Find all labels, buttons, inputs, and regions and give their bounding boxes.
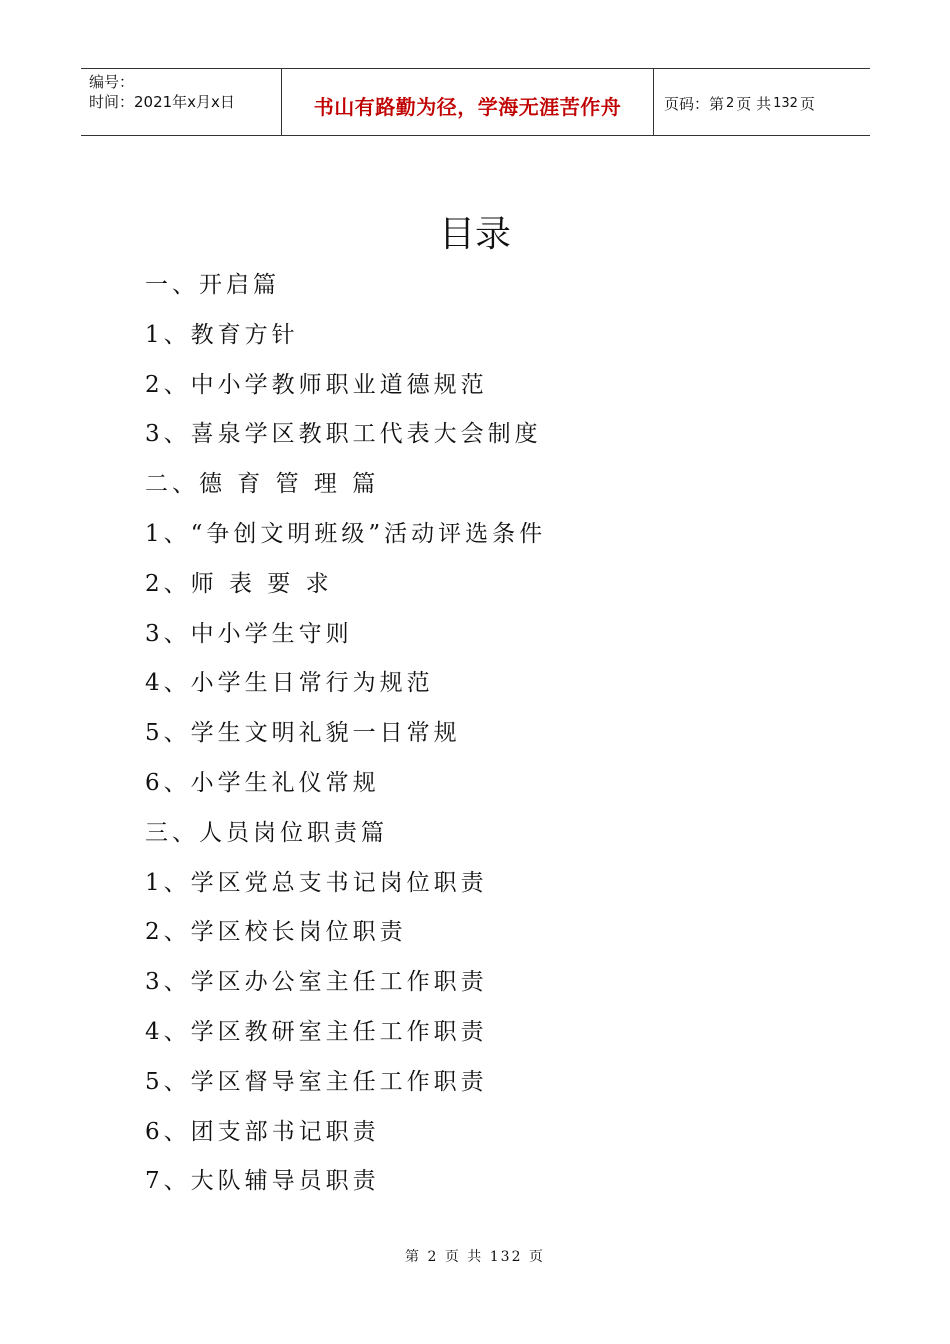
toc-item: 2、师 表 要 求 <box>145 570 333 597</box>
toc-item: 3、学区办公室主任工作职责 <box>145 969 488 996</box>
table-of-contents <box>145 262 546 1208</box>
toc-item: 1、“争创文明班级”活动评选条件 <box>145 520 547 547</box>
header-motto-cell <box>282 69 654 135</box>
toc-item: 2、中小学教师职业道德规范 <box>145 371 488 398</box>
toc-item: 6、团支部书记职责 <box>145 1118 380 1145</box>
document-number-label: 编号： <box>89 73 135 91</box>
toc-item: 5、学生文明礼貌一日常规 <box>145 720 461 747</box>
header-page-info <box>654 69 870 135</box>
toc-item: 二、德 育 管 理 篇 <box>145 471 380 498</box>
document-date: 时间：2021年x月x日 <box>89 93 235 111</box>
toc-item: 4、小学生日常行为规范 <box>145 670 434 697</box>
document-header <box>81 68 870 136</box>
page-title: 目录 <box>438 214 511 255</box>
page-middle: 页 共 <box>736 94 772 113</box>
page-suffix: 页 <box>799 94 815 113</box>
toc-item: 6、小学生礼仪常规 <box>145 769 380 796</box>
toc-item: 1、教育方针 <box>145 321 299 348</box>
toc-item: 3、中小学生守则 <box>145 620 353 647</box>
toc-item: 2、学区校长岗位职责 <box>145 919 407 946</box>
toc-item: 5、学区督导室主任工作职责 <box>145 1068 488 1095</box>
header-meta <box>81 69 282 135</box>
toc-item: 一、开启篇 <box>145 272 280 298</box>
page-total: 132 <box>773 95 798 111</box>
page-number: 2 <box>726 95 735 111</box>
toc-item: 三、人员岗位职责篇 <box>145 819 388 846</box>
toc-item: 1、学区党总支书记岗位职责 <box>145 869 488 896</box>
page-prefix: 页码：第 <box>664 94 725 113</box>
toc-item: 7、大队辅导员职责 <box>145 1168 380 1195</box>
toc-item: 3、喜泉学区教职工代表大会制度 <box>145 421 542 448</box>
header-motto: 书山有路勤为径，学海无涯苦作舟 <box>313 94 622 119</box>
page-footer: 第 2 页 共 132 页 <box>405 1249 545 1265</box>
toc-item: 4、学区教研室主任工作职责 <box>145 1018 488 1045</box>
